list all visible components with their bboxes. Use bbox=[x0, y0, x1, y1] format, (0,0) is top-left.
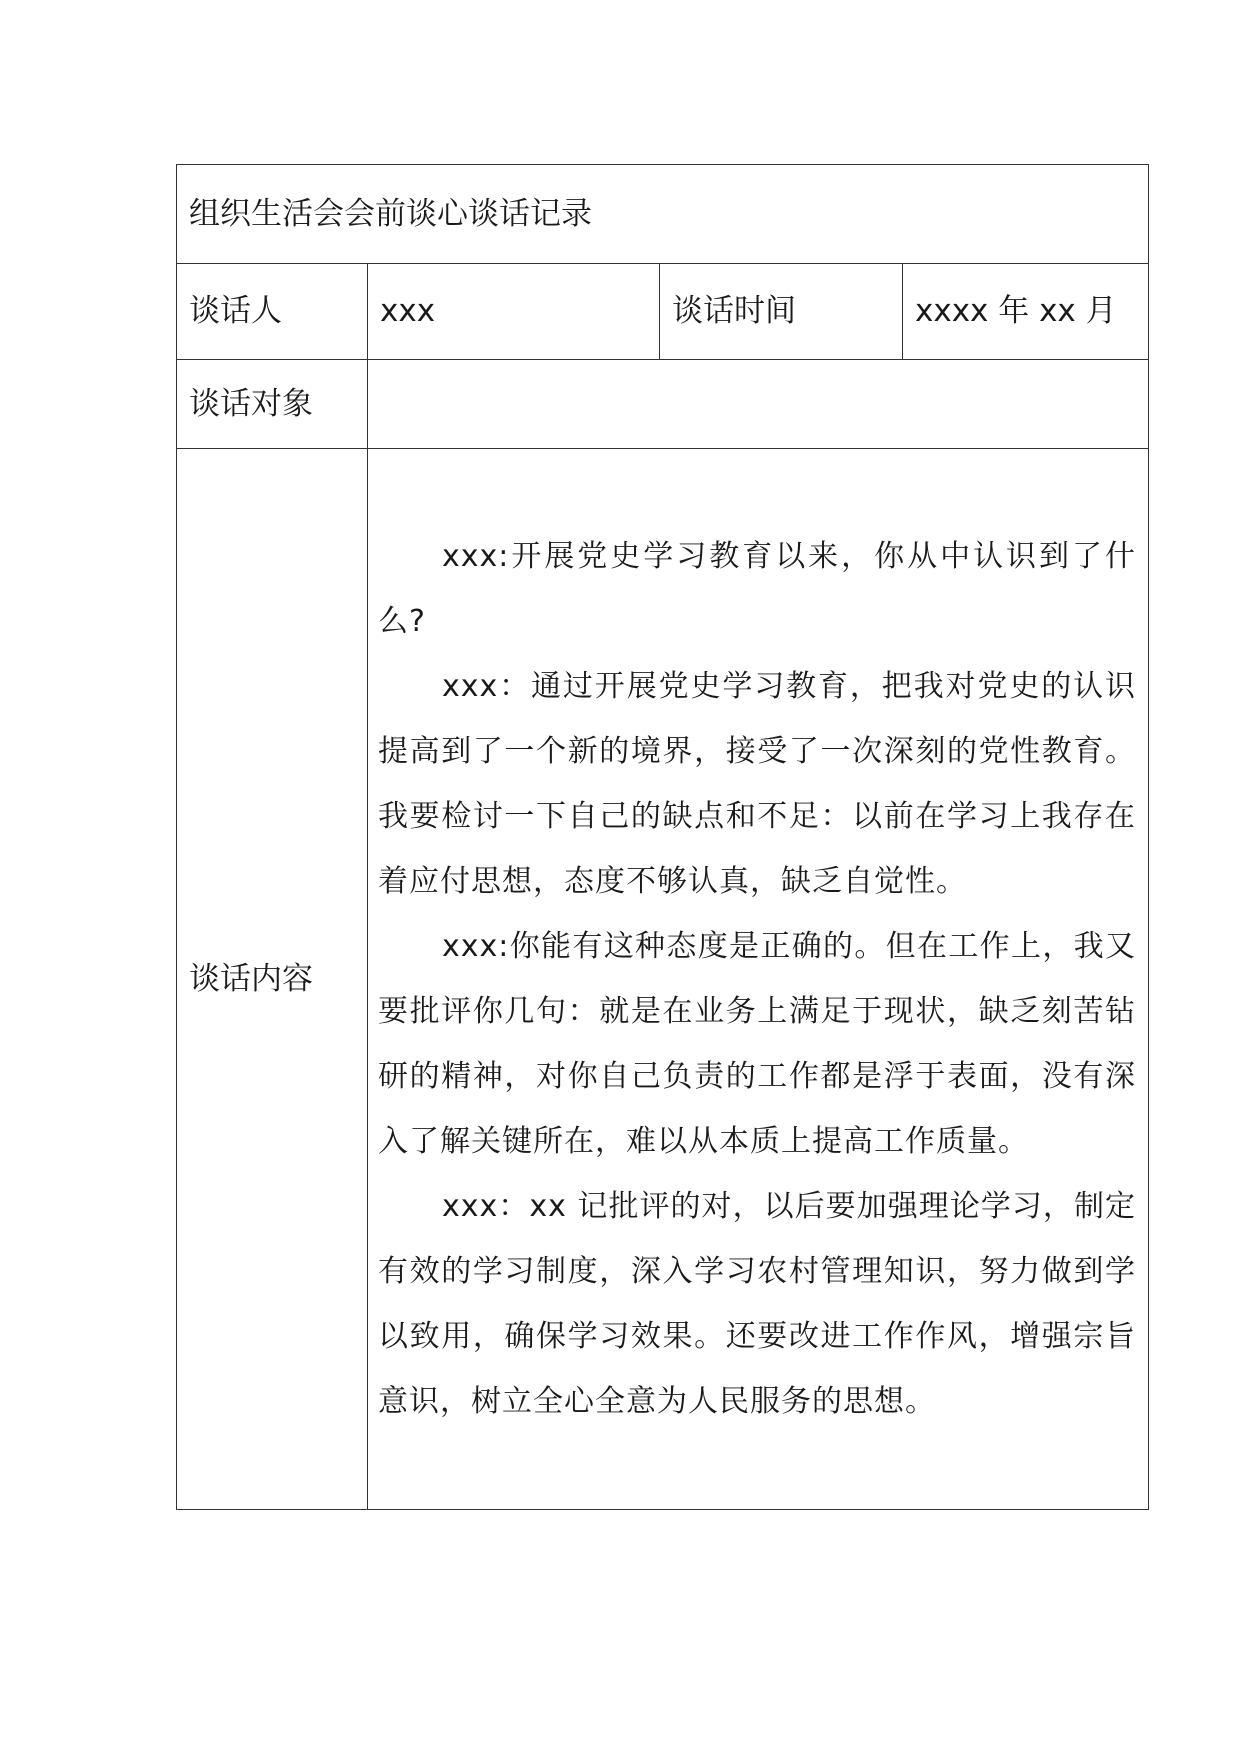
conversation-paragraph: xxx：通过开展党史学习教育，把我对党史的认识提高到了一个新的境界，接受了一次深刻的党性教育。我要检讨一下自己的缺点和不足：以前在学习上我存在着应付思想，态度不够认真，缺乏自觉性。 bbox=[378, 669, 1136, 899]
target-row bbox=[177, 360, 1149, 449]
target-value bbox=[368, 360, 1149, 449]
content-row bbox=[177, 449, 1149, 1510]
conversation-paragraph: xxx：xx 记批评的对，以后要加强理论学习，制定有效的学习制度，深入学习农村管理知识，努力做到学以致用，确保学习效果。还要改进工作作风，增强宗旨意识，树立全心全意为人民服务的思想。 bbox=[378, 1189, 1136, 1419]
speaker-value: xxx bbox=[368, 264, 660, 360]
time-label: 谈话时间 bbox=[660, 264, 903, 360]
speaker-row bbox=[177, 264, 1149, 360]
target-label: 谈话对象 bbox=[177, 360, 368, 449]
document-title: 组织生活会会前谈心谈话记录 bbox=[177, 165, 1149, 264]
content-cell bbox=[368, 449, 1149, 1510]
speaker-label: 谈话人 bbox=[177, 264, 368, 360]
talk-record-table bbox=[176, 164, 1149, 1510]
content-label: 谈话内容 bbox=[177, 449, 368, 1510]
conversation-text bbox=[378, 524, 1136, 1434]
time-value: xxxx 年 xx 月 bbox=[903, 264, 1149, 360]
conversation-paragraph: xxx:开展党史学习教育以来，你从中认识到了什么? bbox=[378, 539, 1136, 639]
conversation-paragraph: xxx:你能有这种态度是正确的。但在工作上，我又要批评你几句：就是在业务上满足于现状，缺乏刻苦钻研的精神，对你自己负责的工作都是浮于表面，没有深入了解关键所在，难以从本质上提高工作质量。 bbox=[378, 929, 1136, 1159]
title-row bbox=[177, 165, 1149, 264]
